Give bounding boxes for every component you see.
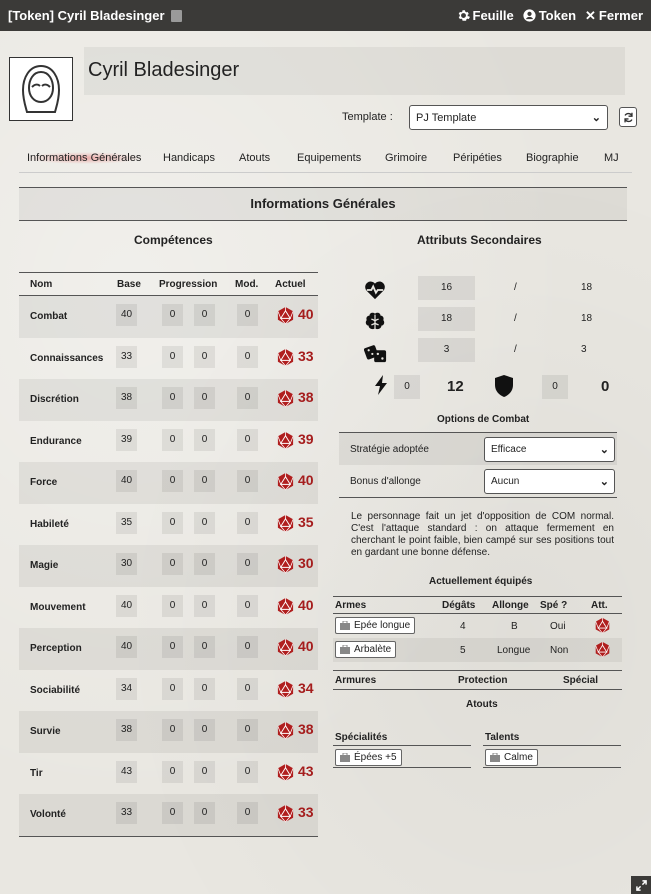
competence-base[interactable]: 33 <box>116 346 137 368</box>
competence-mod[interactable]: 0 <box>237 761 258 783</box>
d20-roll-icon[interactable] <box>276 348 295 370</box>
competence-base[interactable]: 40 <box>116 595 137 617</box>
weapon-allonge: B <box>511 621 518 632</box>
competence-row <box>19 794 318 836</box>
competence-base[interactable]: 40 <box>116 304 137 326</box>
competence-base[interactable]: 30 <box>116 553 137 575</box>
header-armures: Armures <box>335 675 377 686</box>
equipped-title: Actuellement équipés <box>429 576 533 587</box>
competence-progression-2[interactable]: 0 <box>194 429 215 451</box>
competence-row <box>19 296 318 338</box>
character-sheet <box>0 31 651 894</box>
competence-mod[interactable]: 0 <box>237 304 258 326</box>
header-armes: Armes <box>335 600 367 611</box>
header-allonge: Allonge <box>492 600 529 611</box>
brain-icon <box>364 311 386 336</box>
competence-progression-2[interactable]: 0 <box>194 678 215 700</box>
competence-progression-2[interactable]: 0 <box>194 304 215 326</box>
heartbeat-icon <box>364 280 386 303</box>
d20-roll-icon[interactable] <box>276 306 295 328</box>
mental-current[interactable]: 18 <box>418 307 475 331</box>
token-button-label: Token <box>538 8 577 23</box>
competence-actuel: 43 <box>298 762 314 779</box>
competence-base[interactable]: 38 <box>116 387 137 409</box>
competence-actuel: 30 <box>298 555 314 571</box>
competence-mod[interactable]: 0 <box>237 346 258 368</box>
talent-chip[interactable] <box>485 749 538 766</box>
competence-progression-1[interactable]: 0 <box>162 346 183 368</box>
weapons-table <box>333 596 622 662</box>
atouts-title: Atouts <box>466 699 498 710</box>
specialites-header: Spécialités <box>333 728 471 746</box>
close-button-label: Fermer <box>598 8 643 23</box>
character-name[interactable]: Cyril Bladesinger <box>84 47 625 95</box>
competence-progression-2[interactable]: 0 <box>194 387 215 409</box>
bolt-icon <box>373 374 389 396</box>
competence-row <box>19 462 318 504</box>
competence-progression-1[interactable]: 0 <box>162 719 183 741</box>
strategy-select[interactable] <box>484 437 615 462</box>
competence-base[interactable]: 40 <box>116 636 137 658</box>
strategy-label: Stratégie adoptée <box>350 444 429 455</box>
d20-roll-icon[interactable] <box>276 638 295 660</box>
competences-rows <box>19 296 318 836</box>
template-label: Template : <box>342 111 393 123</box>
competence-mod[interactable]: 0 <box>237 636 258 658</box>
expand-icon <box>636 880 647 891</box>
competence-name: Mouvement <box>30 601 86 613</box>
suitcase-icon <box>340 621 350 630</box>
defense-value: 0 <box>601 378 610 395</box>
competence-progression-1[interactable]: 0 <box>162 387 183 409</box>
competence-actuel: 38 <box>298 389 314 405</box>
book-icon[interactable] <box>171 10 182 22</box>
competence-base[interactable]: 40 <box>116 470 137 492</box>
competence-name: Survie <box>30 726 61 737</box>
talent-label: Calme <box>504 752 533 763</box>
sante-separator: / <box>514 282 517 293</box>
competence-mod[interactable]: 0 <box>237 595 258 617</box>
competence-row <box>19 545 318 587</box>
competence-base[interactable]: 43 <box>116 761 137 783</box>
tab-equipements[interactable]: Equipements <box>297 152 362 164</box>
competence-actuel: 40 <box>298 306 314 322</box>
competence-actuel: 40 <box>298 638 314 654</box>
attr-row-chance <box>356 338 621 366</box>
d20-roll-icon[interactable] <box>276 763 295 785</box>
competence-name: Endurance <box>30 435 82 447</box>
competence-actuel: 40 <box>298 472 314 488</box>
d20-roll-icon[interactable] <box>276 555 295 577</box>
header-protection: Protection <box>458 675 508 686</box>
competence-mod[interactable]: 0 <box>237 512 258 534</box>
weapon-row <box>333 638 622 662</box>
close-icon: ✕ <box>585 7 596 23</box>
token-button[interactable] <box>523 8 576 23</box>
shield-icon <box>493 374 515 398</box>
allonge-value: Aucun <box>491 476 520 487</box>
competences-bottom-rule <box>19 836 318 837</box>
competence-progression-1[interactable]: 0 <box>162 429 183 451</box>
competence-progression-2[interactable]: 0 <box>194 719 215 741</box>
competence-progression-2[interactable]: 0 <box>194 470 215 492</box>
initiative-value: 12 <box>447 378 464 395</box>
refresh-template-button[interactable] <box>619 107 637 127</box>
competence-row <box>19 670 318 712</box>
competence-mod[interactable]: 0 <box>237 387 258 409</box>
competence-mod[interactable]: 0 <box>237 429 258 451</box>
d20-attack-icon[interactable] <box>594 641 611 661</box>
d20-roll-icon[interactable] <box>276 721 295 743</box>
competence-row <box>19 628 318 670</box>
window-title: [Token] Cyril Bladesinger <box>8 8 165 23</box>
attr-row-sante <box>356 276 621 304</box>
dice-icon <box>364 342 388 367</box>
weapon-chip[interactable] <box>335 641 396 658</box>
competence-progression-1[interactable]: 0 <box>162 802 183 824</box>
allonge-label: Bonus d'allonge <box>350 476 421 487</box>
close-button[interactable] <box>585 8 643 24</box>
competence-row <box>19 587 318 629</box>
tab-biographie[interactable]: Biographie <box>526 152 579 164</box>
strategy-row <box>339 433 617 465</box>
tab-handicaps[interactable]: Handicaps <box>163 152 215 164</box>
header-att: Att. <box>591 600 608 611</box>
weapon-degats: 4 <box>460 621 466 632</box>
competence-progression-1[interactable]: 0 <box>162 678 183 700</box>
competence-row <box>19 338 318 380</box>
combat-options <box>339 432 617 498</box>
specialites-list <box>333 746 471 768</box>
suitcase-icon <box>490 753 500 762</box>
competence-row <box>19 421 318 463</box>
chance-separator: / <box>514 344 517 355</box>
window-titlebar <box>0 0 651 31</box>
avatar[interactable] <box>9 57 73 121</box>
competence-row <box>19 379 318 421</box>
competence-name: Magie <box>30 560 59 571</box>
chance-current[interactable]: 3 <box>418 338 475 362</box>
strategy-description: Le personnage fait un jet d'opposition de COM normal. C'est l'attaque standard : on attaque fermement en cherchant le point faible, bien campé sur ses positions tout en gardant une bonne défense. <box>351 511 614 558</box>
combat-options-title: Options de Combat <box>437 414 530 425</box>
competence-mod[interactable]: 0 <box>237 802 258 824</box>
d20-roll-icon[interactable] <box>276 597 295 619</box>
sante-current[interactable]: 16 <box>418 276 475 300</box>
weapon-chip[interactable] <box>335 617 415 634</box>
competence-name: Tir <box>30 767 43 779</box>
competence-progression-1[interactable]: 0 <box>162 512 183 534</box>
competence-name: Sociabilité <box>30 684 81 696</box>
template-value: PJ Template <box>416 112 477 124</box>
competence-name: Connaissances <box>30 352 104 364</box>
header-actuel: Actuel <box>275 279 306 290</box>
competence-base[interactable]: 34 <box>116 678 137 700</box>
attributs-title: Attributs Secondaires <box>417 233 542 247</box>
resize-handle[interactable] <box>631 876 651 894</box>
tab-mj[interactable]: MJ <box>604 152 619 164</box>
tab-bar <box>19 145 632 173</box>
competence-row <box>19 711 318 753</box>
attr-row-mental <box>356 307 621 335</box>
competence-actuel: 40 <box>298 596 314 613</box>
weapon-rows <box>333 614 622 662</box>
allonge-row <box>339 465 617 497</box>
competence-base[interactable]: 38 <box>116 719 137 741</box>
defense-mod[interactable]: 0 <box>542 375 568 399</box>
competences-table <box>19 272 318 837</box>
competence-name: Discrétion <box>30 394 79 405</box>
specialite-chip[interactable] <box>335 749 402 766</box>
sheet-button[interactable] <box>457 8 514 23</box>
initiative-mod[interactable]: 0 <box>394 375 420 399</box>
header-nom: Nom <box>30 279 53 290</box>
armor-header <box>333 670 622 690</box>
header-special: Spécial <box>563 675 599 686</box>
weapon-allonge: Longue <box>497 645 531 656</box>
competence-actuel: 39 <box>298 430 314 447</box>
competence-actuel: 38 <box>298 721 314 737</box>
mental-separator: / <box>514 313 517 324</box>
competence-progression-2[interactable]: 0 <box>194 512 215 534</box>
sante-max: 18 <box>581 282 593 293</box>
talents-list <box>483 746 621 768</box>
competence-name: Combat <box>30 311 68 322</box>
talents-header: Talents <box>483 728 621 746</box>
competence-mod[interactable]: 0 <box>237 719 258 741</box>
tab-grimoire[interactable]: Grimoire <box>385 152 428 164</box>
competence-progression-1[interactable]: 0 <box>162 470 183 492</box>
competence-progression-1[interactable]: 0 <box>162 553 183 575</box>
competence-name: Force <box>30 477 58 488</box>
mental-max: 18 <box>581 313 593 324</box>
suitcase-icon <box>340 645 350 654</box>
d20-roll-icon[interactable] <box>276 514 295 536</box>
weapon-name: Epée longue <box>354 620 411 631</box>
competence-base[interactable]: 33 <box>116 802 137 824</box>
competence-actuel: 33 <box>298 347 314 364</box>
competence-row <box>19 504 318 546</box>
competences-title: Compétences <box>134 233 213 247</box>
section-title: Informations Générales <box>19 187 627 221</box>
competence-progression-2[interactable]: 0 <box>194 636 215 658</box>
competence-progression-2[interactable]: 0 <box>194 595 215 617</box>
competence-name: Perception <box>30 643 82 654</box>
weapon-row <box>333 614 622 638</box>
suitcase-icon <box>340 753 350 762</box>
competence-progression-1[interactable]: 0 <box>162 595 183 617</box>
weapon-name: Arbalète <box>354 644 392 655</box>
template-select[interactable] <box>409 105 608 130</box>
competence-progression-2[interactable]: 0 <box>194 553 215 575</box>
window-title-wrap <box>8 8 448 23</box>
d20-roll-icon[interactable] <box>276 804 295 826</box>
competence-row <box>19 753 318 795</box>
weapon-degats: 5 <box>460 645 466 656</box>
tab-informations-generales[interactable]: Informations Générales <box>27 152 142 164</box>
competence-actuel: 34 <box>298 679 314 696</box>
chance-max: 3 <box>581 344 587 355</box>
chevron-down-icon: ⌄ <box>591 112 601 124</box>
competence-progression-1[interactable]: 0 <box>162 304 183 326</box>
header-mod: Mod. <box>235 279 259 290</box>
gear-icon <box>457 9 470 22</box>
competence-progression-1[interactable]: 0 <box>162 636 183 658</box>
user-circle-icon <box>523 9 536 22</box>
competence-name: Habileté <box>30 518 69 530</box>
chevron-down-icon: ⌄ <box>599 444 609 456</box>
competence-mod[interactable]: 0 <box>237 470 258 492</box>
specialite-label: Épées +5 <box>354 752 397 763</box>
competence-base[interactable]: 39 <box>116 429 137 451</box>
competence-mod[interactable]: 0 <box>237 678 258 700</box>
competence-progression-2[interactable]: 0 <box>194 346 215 368</box>
sheet-button-label: Feuille <box>472 8 514 23</box>
d20-roll-icon[interactable] <box>276 431 295 453</box>
competence-progression-2[interactable]: 0 <box>194 802 215 824</box>
competence-actuel: 35 <box>298 513 314 530</box>
competence-progression-2[interactable]: 0 <box>194 761 215 783</box>
competence-name: Volonté <box>30 809 66 820</box>
chevron-down-icon: ⌄ <box>599 476 609 488</box>
d20-roll-icon[interactable] <box>276 680 295 702</box>
competence-mod[interactable]: 0 <box>237 553 258 575</box>
competence-base[interactable]: 35 <box>116 512 137 534</box>
d20-roll-icon[interactable] <box>276 389 295 411</box>
d20-roll-icon[interactable] <box>276 472 295 494</box>
d20-attack-icon[interactable] <box>594 617 611 637</box>
weapon-spe: Oui <box>550 621 566 632</box>
allonge-select[interactable] <box>484 469 615 494</box>
header-progression: Progression <box>159 279 218 290</box>
competences-header <box>19 272 318 296</box>
competence-progression-1[interactable]: 0 <box>162 761 183 783</box>
weapons-header <box>333 596 622 614</box>
weapon-spe: Non <box>550 645 569 656</box>
header-base: Base <box>117 279 141 290</box>
tab-atouts[interactable]: Atouts <box>239 152 271 164</box>
hooded-avatar-icon <box>18 64 64 114</box>
tab-peripeties[interactable]: Péripéties <box>453 152 502 164</box>
header-spe: Spé ? <box>540 600 568 611</box>
refresh-icon <box>623 112 634 123</box>
competence-actuel: 33 <box>298 804 314 820</box>
header-degats: Dégâts <box>442 600 476 611</box>
strategy-value: Efficace <box>491 444 527 455</box>
